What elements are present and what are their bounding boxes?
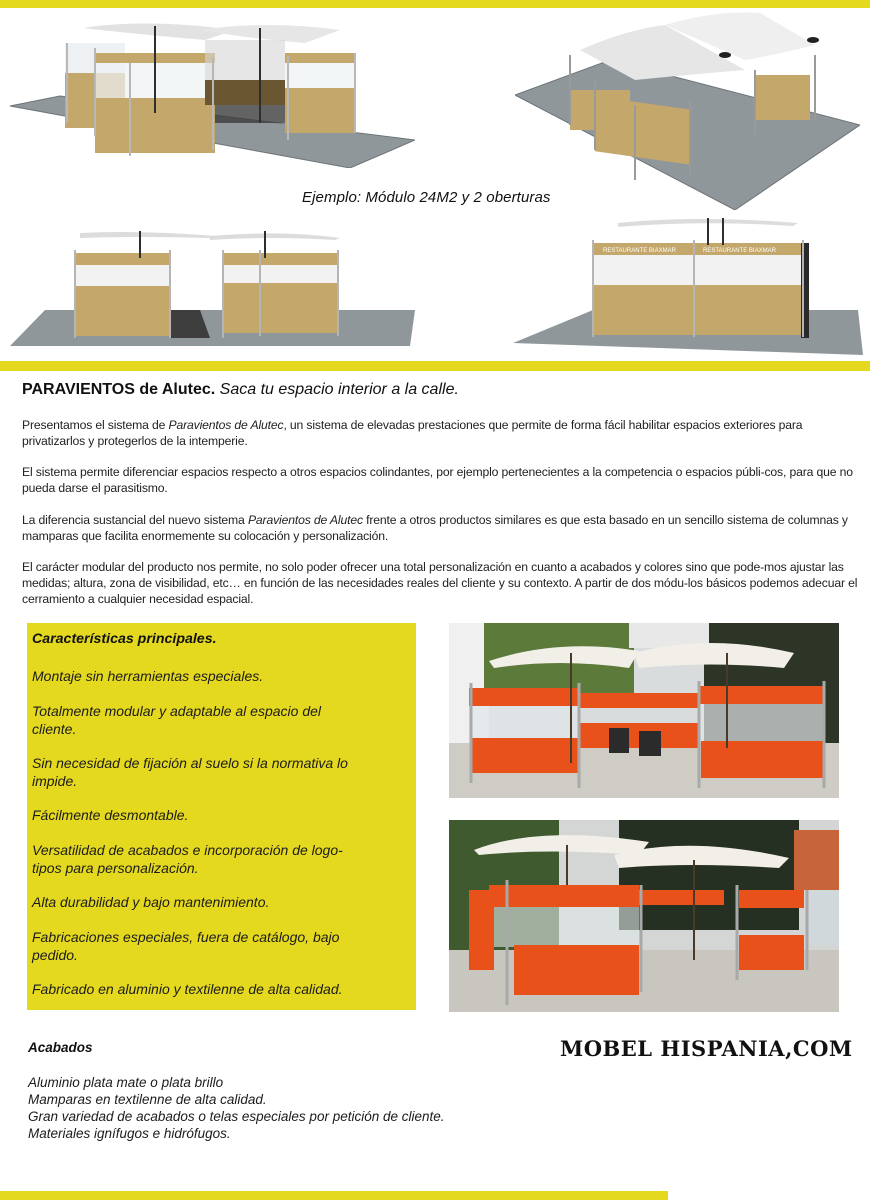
finish-item: Mamparas en textilenne de alta calidad. <box>28 1092 267 1107</box>
feature-item: Fácilmente desmontable. <box>32 807 189 823</box>
feature-item: Fabricado en aluminio y textilenne de alta calidad. <box>32 981 343 997</box>
render-sign-left: RESTAURANTE BIAXMAR <box>603 248 676 254</box>
feature-item: Alta durabilidad y bajo mantenimiento. <box>32 894 270 910</box>
finishes-title: Acabados <box>28 1040 93 1055</box>
top-yellow-band <box>0 0 870 8</box>
intro-paragraph-1 <box>22 417 860 449</box>
paragraph-text: , un sistema de elevadas prestaciones que permite de forma fácil habilitar espacios exteriores para privatizarlos y protegerlos de la intemperie. <box>22 418 803 448</box>
paragraph-emphasis: Paravientos de Alutec <box>247 513 363 527</box>
paragraph-emphasis: Paravientos de Alutec <box>168 418 284 432</box>
feature-item: Fabricaciones especiales, fuera de catálogo, bajo pedido. <box>32 929 340 963</box>
features-box <box>27 623 416 1010</box>
headline-tagline: Saca tu espacio interior a la calle. <box>215 381 459 398</box>
feature-item: Sin necesidad de fijación al suelo si la normativa lo impide. <box>32 755 348 789</box>
render-top-left-image <box>5 18 415 168</box>
intro-paragraph-3 <box>22 512 860 544</box>
paragraph-text: El sistema permite diferenciar espacios respecto a otros espacios colindantes, por ejemplo pertenecientes a la competencia o espacios públi-cos, para que no pueda darse el parasitismo. <box>22 465 853 495</box>
feature-item: Montaje sin herramientas especiales. <box>32 668 264 684</box>
middle-yellow-band <box>0 361 870 371</box>
paragraph-text: El carácter modular del producto nos permite, no solo poder ofrecer una total personalización en cuanto a acabados y colores sino que pode-mos ajustar las medidas; altura, zona de visibilidad, etc… en función de las necesidades reales del cliente y su contexto. A partir de dos módu-los básicos podemos adecuar el cerramiento a cualquier necesidad espacial. <box>22 560 858 606</box>
paragraph-text: La diferencia sustancial del nuevo sistema <box>22 513 248 527</box>
bottom-yellow-band <box>0 1191 668 1200</box>
finish-item: Materiales ignífugos e hidrófugos. <box>28 1126 231 1141</box>
terrace-photo-front <box>449 623 839 798</box>
render-bottom-left-image <box>10 228 415 348</box>
page-headline <box>22 381 459 399</box>
render-bottom-right-image <box>513 215 863 355</box>
feature-item: Versatilidad de acabados e incorporación de logo-tipos para personalización. <box>32 842 343 876</box>
finish-item: Gran variedad de acabados o telas especiales por petición de cliente. <box>28 1109 445 1124</box>
render-top-right-image <box>515 10 860 210</box>
finish-item: Aluminio plata mate o plata brillo <box>28 1075 224 1090</box>
terrace-photo-angle <box>449 820 839 1012</box>
intro-paragraph-4 <box>22 559 860 607</box>
brand-watermark: MOBEL HISPANIA,COM <box>560 1036 853 1061</box>
render-sign-right: RESTAURANTE BIAXMAR <box>703 248 776 254</box>
features-title: Características principales. <box>32 631 217 647</box>
feature-item: Totalmente modular y adaptable al espacio del cliente. <box>32 703 322 737</box>
paragraph-text: Presentamos el sistema de <box>22 418 169 432</box>
headline-bold: PARAVIENTOS de Alutec. <box>22 381 216 398</box>
paragraph-text: frente a otros productos similares es que esta basado en un sencillo sistema de columnas y mamparas que facilita enormemente su colocación y personalización. <box>22 513 848 543</box>
render-caption: Ejemplo: Módulo 24M2 y 2 oberturas <box>302 189 551 206</box>
intro-paragraph-2 <box>22 464 860 496</box>
